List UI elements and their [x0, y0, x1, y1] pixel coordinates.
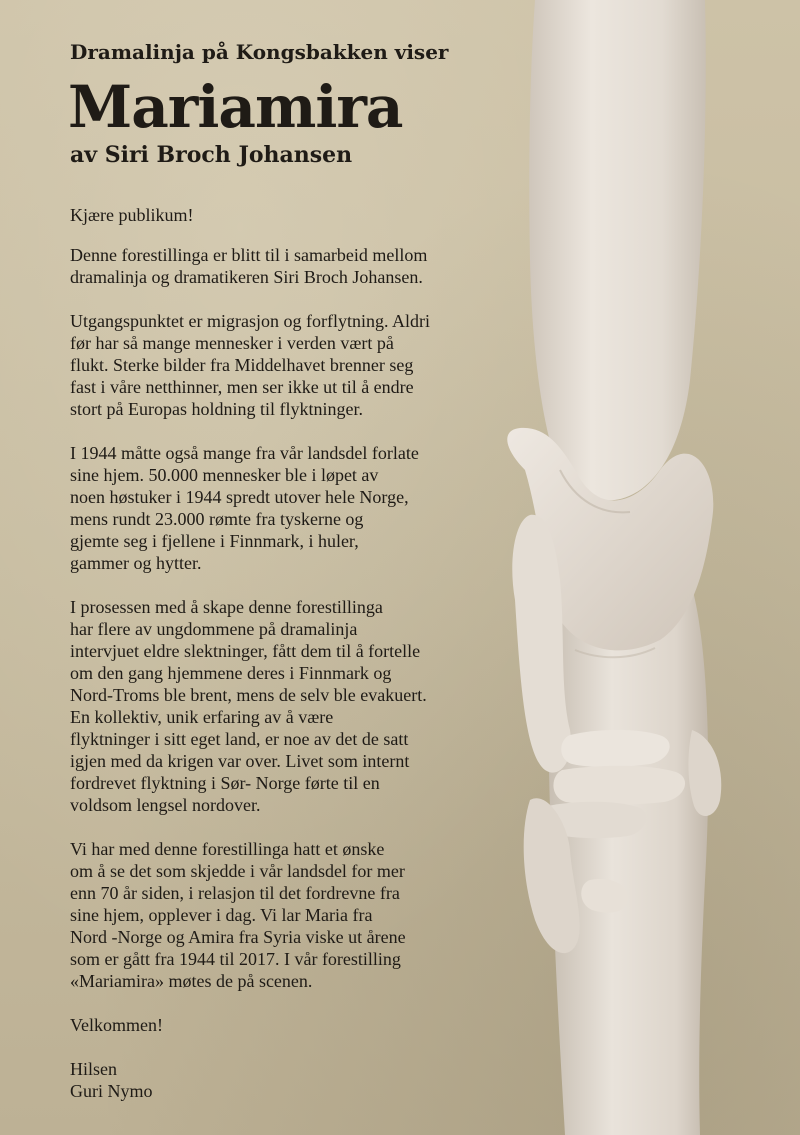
letter-closing: Velkommen! — [70, 1015, 163, 1035]
letter-paragraph: I prosessen med å skape denne forestillinga har flere av ungdommene på dramalinja intervjuet eldre slektninger, fått dem til å fortelle om den gang hjemmene deres i Finnmark og Nord-Troms ble brent, mens de selv ble evakuert. En kollektiv, unik erfaring av å være flyktninger i sitt eget land, er noe av det de satt igjen med da krigen var over. Livet som internt fordrevet flyktning i Sør- Norge førte til en voldsom lengsel nordover. — [70, 597, 427, 815]
letter-signoff: Hilsen — [70, 1059, 117, 1079]
finger-1 — [561, 730, 669, 767]
play-title: Mariamira — [68, 73, 403, 141]
upper-arm — [529, 0, 706, 500]
letter-greeting: Kjære publikum! — [70, 205, 194, 225]
letter-body — [70, 204, 510, 1102]
text-column — [70, 38, 510, 1102]
finger-2 — [553, 766, 685, 805]
letter-paragraph: Utgangspunktet er migrasjon og forflytning. Aldri før har så mange mennesker i verden vært på flukt. Sterke bilder fra Middelhavet brenner seg fast i våre netthinner, men ser ikke ut til å endre stort på Europas holdning til flyktninger. — [70, 311, 430, 419]
finger-3 — [688, 730, 721, 816]
letter-paragraph: Denne forestillinga er blitt til i samarbeid mellom dramalinja og dramatikeren Siri Broch Johansen. — [70, 245, 428, 287]
letter-paragraph: I 1944 måtte også mange fra vår landsdel forlate sine hjem. 50.000 mennesker ble i løpet av noen høstuker i 1944 spredt utover hele Norge, mens rundt 23.000 rømte fra tyskerne og gjemte seg i fjellene i Finnmark, i huler, gammer og hytter. — [70, 443, 419, 573]
letter-paragraph: Vi har med denne forestillinga hatt et ønske om å se det som skjedde i vår landsdel for mer enn 70 år siden, i relasjon til det fordrevne fra sine hjem, opplever i dag. Vi lar Maria fra Nord -Norge og Amira fra Syria viske ut årene som er gått fra 1944 til 2017. I vår forestilling «Mariamira» møtes de på scenen. — [70, 839, 406, 991]
letter-signature: Guri Nymo — [70, 1081, 153, 1101]
author-line: av Siri Broch Johansen — [70, 142, 353, 168]
kicker-line: Dramalinja på Kongsbakken viser — [70, 40, 449, 64]
